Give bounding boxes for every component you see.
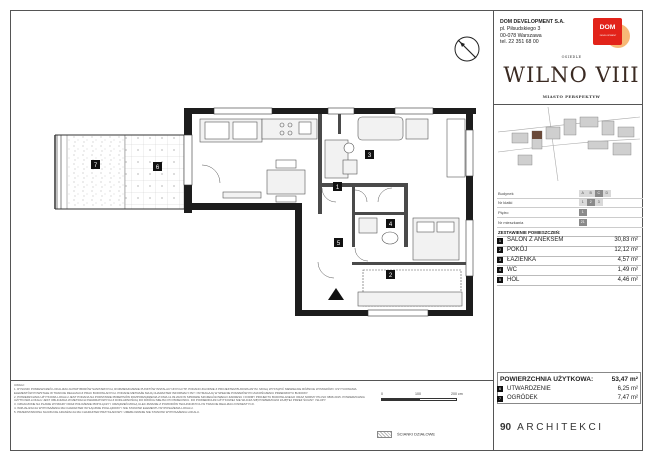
svg-text:5: 5 — [336, 241, 341, 247]
garden-area — [67, 135, 125, 209]
room-number-6 — [153, 162, 162, 171]
architect-name: ARCHITEKCI — [517, 422, 604, 433]
dom-logo — [593, 18, 630, 51]
note-line: 5. PRZEDSTAWIONA NA RZUCIE ARANŻACJA MA CHARAKTER PRZYKŁADOWY. UMEBLOWANIE NIE STANOWI WYPOSAŻENIA LOKALU. — [14, 410, 200, 415]
svg-text:1: 1 — [335, 185, 340, 191]
terrace-area — [125, 135, 184, 209]
company-phone: tel. 22 351 68 00 — [500, 39, 539, 46]
room-number-2 — [386, 270, 395, 279]
brand-name: WILNO VIII — [503, 63, 640, 87]
furniture — [200, 117, 465, 306]
scale-tick: 100 — [415, 392, 421, 396]
highlighted-building — [532, 131, 542, 139]
architect-credit — [500, 422, 640, 433]
company-name: DOM DEVELOPMENT S.A. — [500, 19, 565, 25]
room-number-4 — [386, 219, 395, 228]
site-location-map — [498, 107, 640, 181]
apartment-info-table — [497, 189, 643, 228]
architect-number: 90 — [500, 422, 512, 433]
svg-text:7: 7 — [93, 163, 98, 169]
room-row: 3 ŁAZIENKA 4,57 m² — [498, 256, 638, 263]
info-row-building: Budynek A B C D — [497, 189, 643, 199]
logo-subtext: DEVELOPMENT — [599, 35, 617, 37]
svg-text:2: 2 — [388, 273, 393, 279]
scale-bar-graphic — [381, 398, 457, 401]
company-city: 00-078 Warszawa — [500, 32, 542, 39]
room-row: 2 POKÓJ 12,12 m² — [498, 247, 638, 254]
divider-right — [494, 104, 643, 105]
note-line: 1. RYSUNKI POMIESZCZEŃ LOKALIZACJA PRZYBORÓW SANITARNYCH, ROZMIESZCZENIE PUNKTÓW INSTALACYJNYCH ITP. PODANO ZGODNIE Z PROJEKTEM BUDOWLANYM. MOGĄ WYSTĄPIĆ NIEWIELKIE RÓŻNICE WYMIARÓW I USYTUOWANIA ELEMENTÓW POWSTAŁE W TRAKCIE REALIZACJI PRAC BUDOWLANYCH. PODANE METRAŻE MAJĄ CHARAKTER INFORMACYJNY I WYMAGAJĄ W SPEŁNIE POMIARÓW PO ZAKOŃCZENIU PRZEDMIOTU BUDOWY. — [14, 387, 357, 395]
room-row: 1 SALON Z ANEKSEM 30,83 m² — [498, 237, 638, 244]
room-number-3 — [365, 150, 374, 159]
info-row-apartment: Nr mieszkania 21 — [497, 218, 643, 228]
room-number-7 — [91, 160, 100, 169]
room-row: 4 WC 1,49 m² — [498, 266, 638, 273]
brand-prefix: OSIEDLE — [561, 55, 582, 59]
room-number-1 — [333, 182, 342, 191]
extra-areas — [497, 385, 641, 404]
note-line: 2. POWIERZCHNIA UŻYTKOWA LOKALU JEST PODANA NA PODSTAWIE PRZEPISÓW ROZPORZĄDZENIA Z DNIA 11.09.2020 W SPRAWIE SZCZEGÓŁOWEGO ZAKRESU I FORMY PROJEKTU BUDOWLANEGO ORAZ NORMY PN-ISO 9836:2015. POWIERZCHNIA UŻYTKOWA LOKALU JEST OBLICZANA W METRACH KWADRATOWYCH Z DOKŁADNOŚCIĄ DO DWÓCH MIEJSC PO PRZECINKU. DO POWIERZCHNI UŻYTKOWEJ NIE WLICZA SIĘ POWIERZCHNI ZAJĘTEJ PRZEZ ŚCIANY I SŁUPY. — [14, 394, 365, 402]
info-row-staircase: Nr klatki 1 2 3 — [497, 199, 643, 209]
svg-text:3: 3 — [367, 153, 372, 159]
wall-legend-label: ŚCIANKI DZIAŁOWE — [397, 431, 436, 437]
scale-tick: 0 — [381, 392, 383, 396]
company-street: pl. Piłsudskiego 3 — [500, 25, 541, 32]
svg-text:6: 6 — [155, 165, 160, 171]
brand-subtitle: MIASTO PERSPEKTYW — [542, 94, 601, 99]
scale-bar — [381, 392, 489, 404]
note-line: 3. OZNACZONE NA PLANIE WYMIARY ORAZ POŁOŻENIE PRZYŁĄCZY I URZĄDZEŃ MOGĄ ULEC ZMIANIE Z POWODÓW TECHNICZNYCH W TRAKCIE REALIZACJI INWESTYCJI. — [14, 402, 255, 407]
wall-legend — [377, 431, 489, 439]
room-number-5 — [334, 238, 343, 247]
scale-tick: 200 cm — [451, 392, 463, 396]
extra-row: 7 OGRÓDEK 7,47 m² — [498, 395, 638, 402]
logo-mark: DOM — [593, 18, 622, 45]
usable-area-value: 53,47 m² — [611, 376, 638, 383]
extra-row: 6 UTWARDZENIE 6,25 m² — [498, 386, 638, 392]
north-arrow-icon — [452, 34, 482, 64]
hatch-swatch-icon — [377, 431, 392, 438]
svg-text:4: 4 — [388, 222, 393, 228]
note-line: 4. WIZUALIZACJA WYPOSAŻENIA MA CHARAKTER WYŁĄCZNIE POGLĄDOWY I NIE STANOWI ELEMENTU WYPOSAŻENIA LOKALU. — [14, 406, 194, 411]
entrance-arrow — [328, 288, 344, 300]
note-line: UWAGI: — [14, 384, 25, 387]
room-list — [497, 236, 641, 285]
room-row: 5 HOL 4,46 m² — [498, 276, 638, 283]
info-row-floor: Piętro 1 — [497, 208, 643, 218]
rooms-heading: ZESTAWIENIE POMIESZCZEŃ: — [498, 230, 561, 235]
usable-area-label: POWIERZCHNIA UŻYTKOWA: — [500, 376, 594, 383]
legal-notes — [14, 384, 371, 448]
divider-horizontal — [10, 380, 493, 381]
